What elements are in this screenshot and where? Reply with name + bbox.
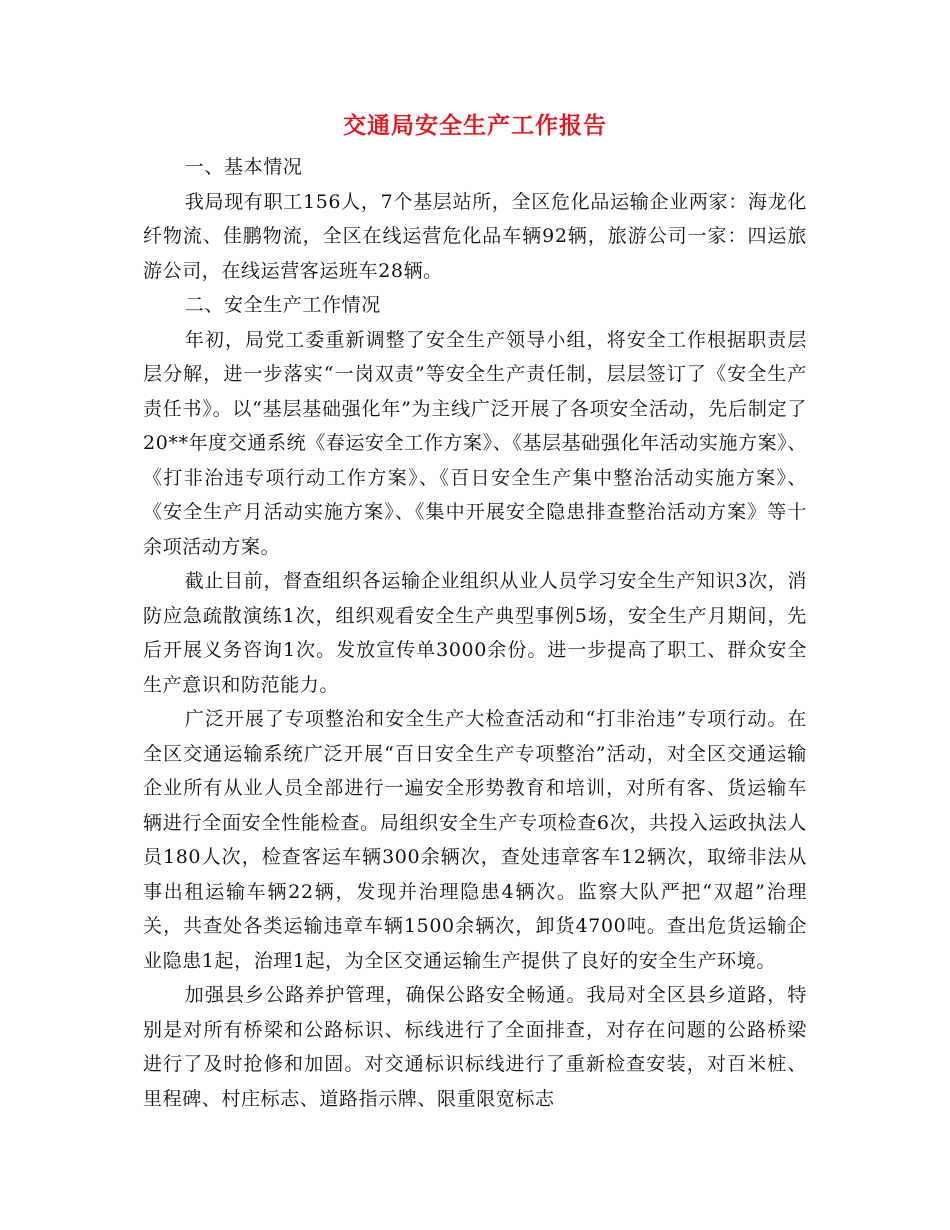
- paragraph-road-maintenance: 加强县乡公路养护管理，确保公路安全畅通。我局对全区县乡道路，特别是对所有桥梁和公路标识、标线进行了全面排查，对存在问题的公路桥梁进行了及时抢修和加固。对交通标识标线进行了重新检查安装，对百米桩、里程碑、村庄标志、道路指示牌、限重限宽标志: [143, 984, 807, 1110]
- paragraph-staff-overview: 我局现有职工156人，7个基层站所，全区危化品运输企业两家：海龙化纤物流、佳鹏物流，全区在线运营危化品车辆92辆，旅游公司一家：四运旅游公司，在线运营客运班车28辆。: [143, 190, 807, 282]
- section-heading-safety-work: 二、安全生产工作情况: [184, 294, 381, 316]
- paragraph-safety-leadership: 年初，局党工委重新调整了安全生产领导小组，将安全工作根据职责层层分解，进一步落实“一岗双责”等安全生产责任制，层层签订了《安全生产责任书》。以“基层基础强化年”为主线广泛开展了各项安全活动，先后制定了20**年度交通系统《春运安全工作方案》、《基层基础强化年活动实施方案》、《打非治违专项行动工作方案》、《百日安全生产集中整治活动实施方案》、《安全生产月活动实施方案》、《集中开展安全隐患排查整治活动方案》等十余项活动方案。: [143, 328, 807, 558]
- paragraph-training-activities: 截止目前，督查组织各运输企业组织从业人员学习安全生产知识3次，消防应急疏散演练1次，组织观看安全生产典型事例5场，安全生产月期间，先后开展义务咨询1次。发放宣传单3000余份。进一步提高了职工、群众安全生产意识和防范能力。: [143, 570, 807, 696]
- section-heading-basic-situation: 一、基本情况: [184, 156, 303, 178]
- document-title: 交通局安全生产工作报告: [343, 112, 607, 139]
- document-body: [143, 150, 807, 1116]
- paragraph-special-inspections: 广泛开展了专项整治和安全生产大检查活动和“打非治违”专项行动。在全区交通运输系统广泛开展“百日安全生产专项整治”活动，对全区交通运输企业所有从业人员全部进行一遍安全形势教育和培训，对所有客、货运输车辆进行全面安全性能检查。局组织安全生产专项检查6次，共投入运政执法人员180人次，检查客运车辆300余辆次，查处违章客车12辆次，取缔非法从事出租运输车辆22辆，发现并治理隐患4辆次。监察大队严把“双超”治理关，共查处各类运输违章车辆1500余辆次，卸货4700吨。查出危货运输企业隐患1起，治理1起，为全区交通运输生产提供了良好的安全生产环境。: [143, 708, 807, 972]
